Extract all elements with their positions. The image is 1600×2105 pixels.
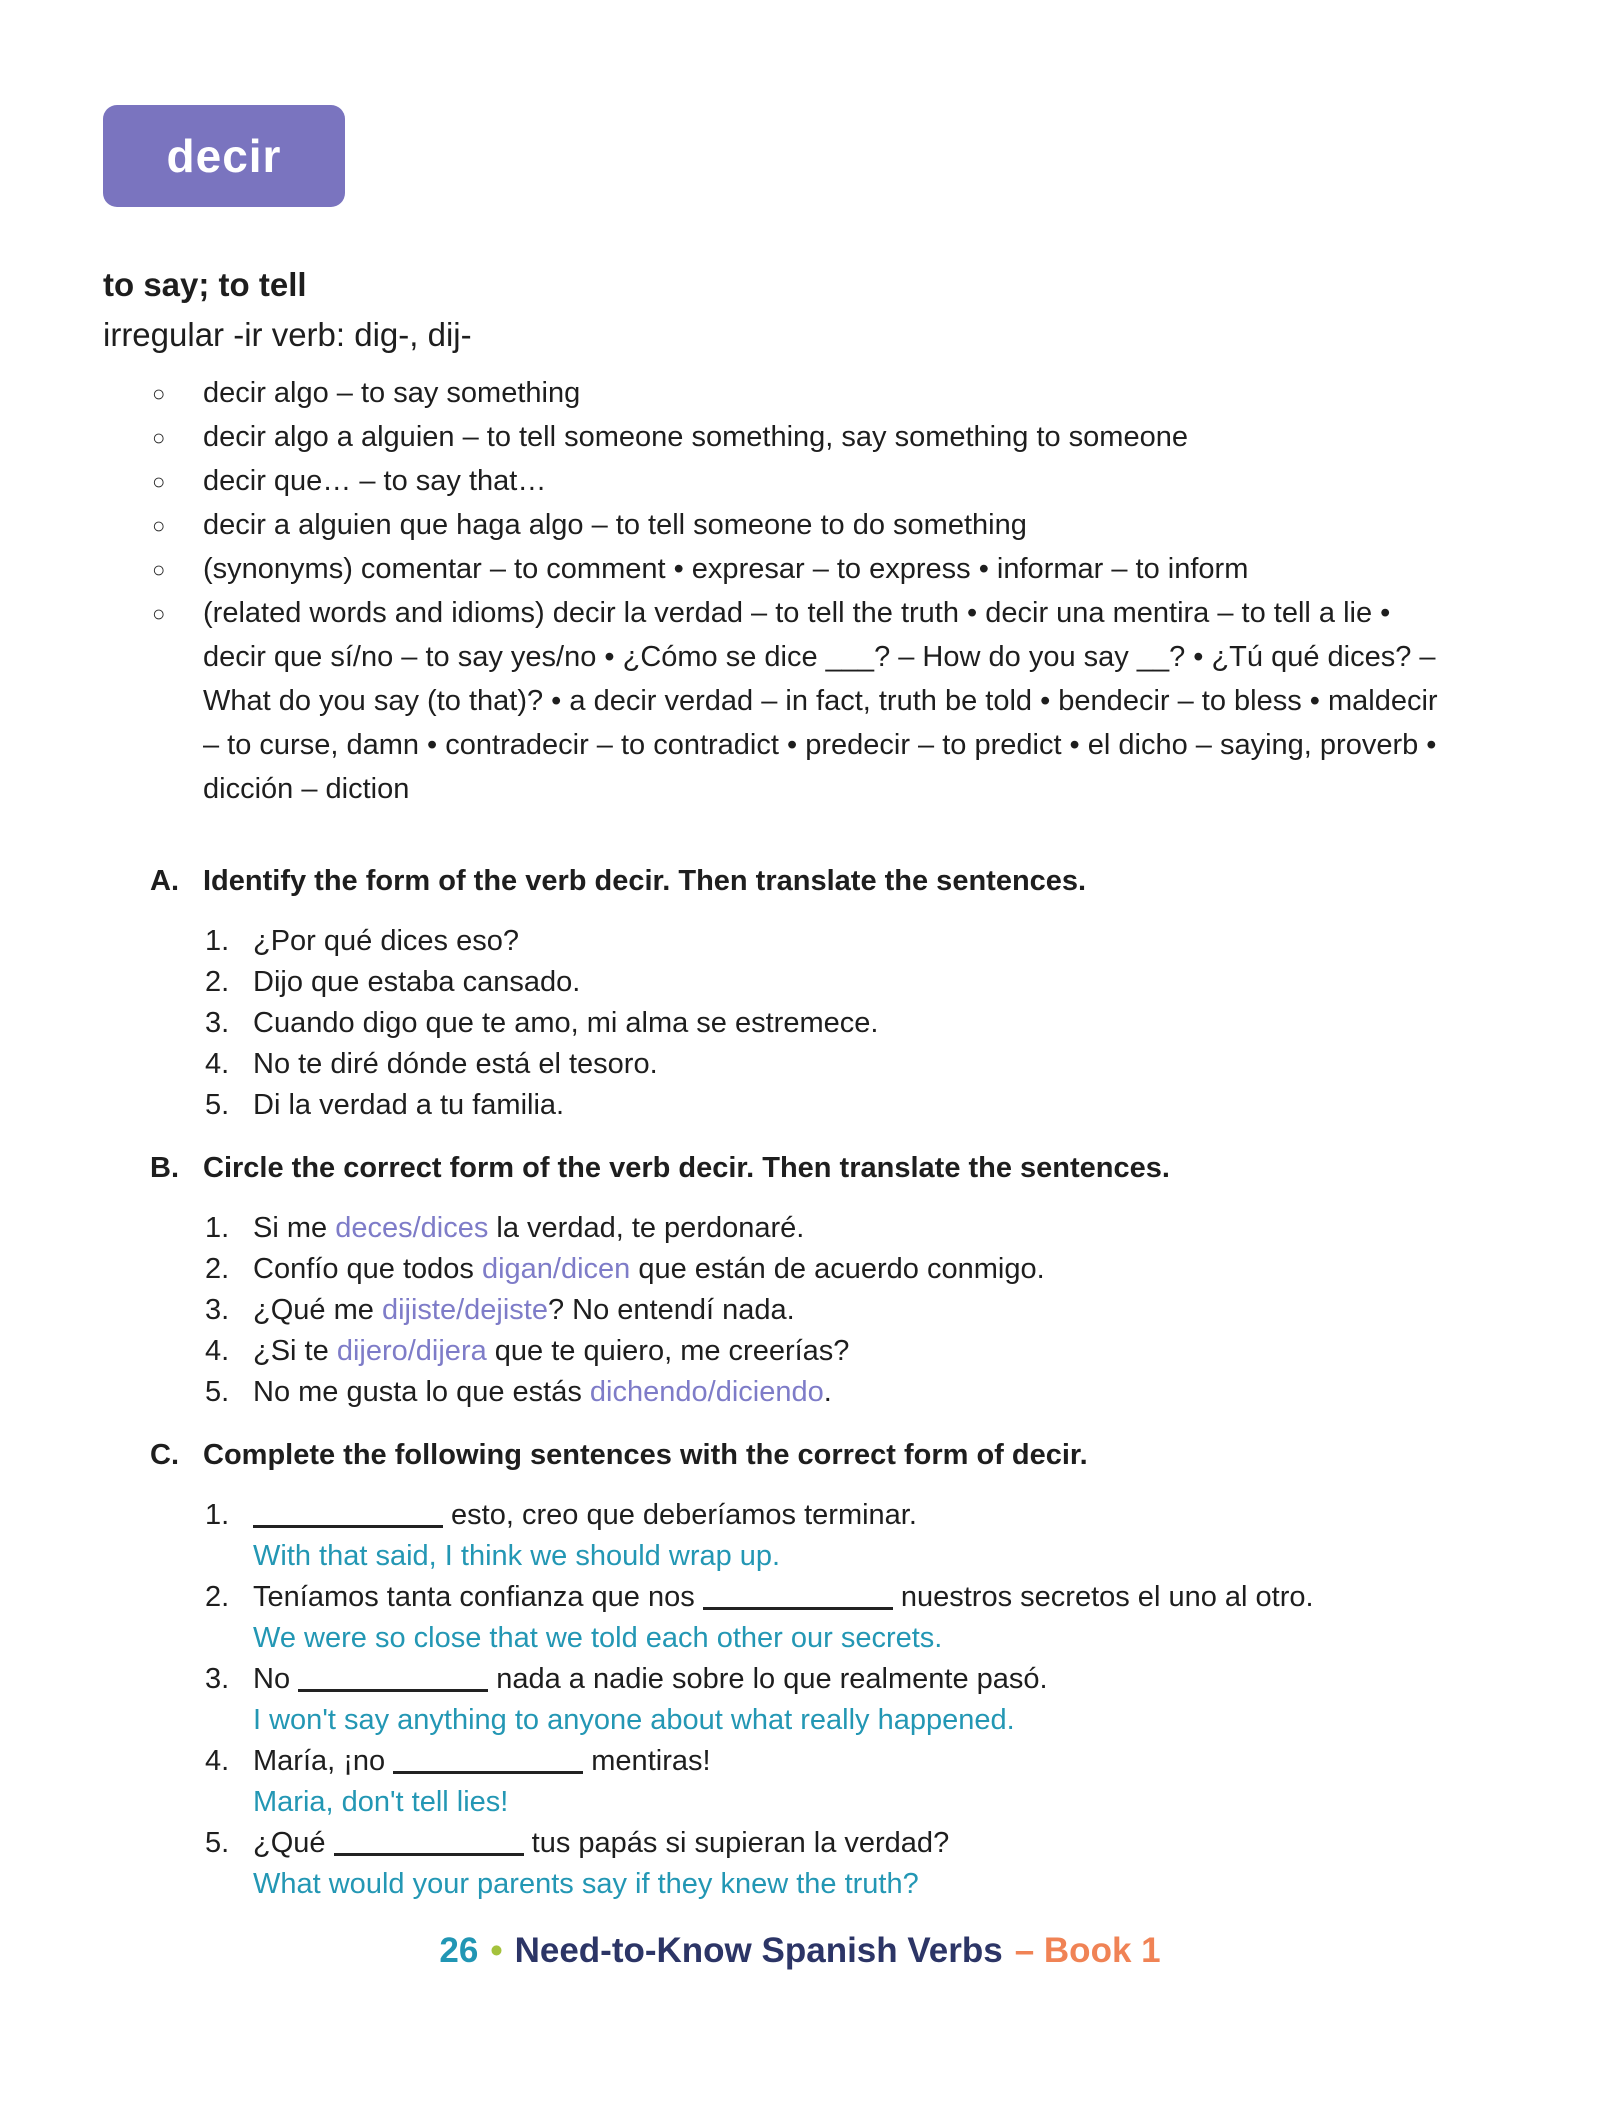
sentence-text: que están de acuerdo conmigo. <box>630 1253 1045 1285</box>
exercise-section-b <box>0 1150 1600 1413</box>
section-items <box>0 1208 1600 1413</box>
verb-choice: dichendo/diciendo <box>589 1376 824 1408</box>
exercise-item <box>205 1331 1600 1372</box>
circle-bullet-icon: ○ <box>152 469 166 494</box>
sentence-text: ¿Si te <box>253 1335 337 1367</box>
exercise-item <box>205 1659 1600 1700</box>
exercise-item <box>205 1495 1600 1536</box>
exercise-item <box>205 1208 1600 1249</box>
translation-text: What would your parents say if they knew the truth? <box>253 1868 919 1900</box>
answer-blank <box>703 1593 893 1610</box>
sentence-text: nada a nadie sobre lo que realmente pasó. <box>488 1663 1048 1695</box>
sentence-text: esto, creo que deberíamos terminar. <box>443 1499 917 1531</box>
exercise-item <box>205 1741 1600 1782</box>
exercise-item <box>205 1003 1600 1044</box>
footer-bullet-icon: • <box>490 1931 503 1970</box>
item-sentence <box>253 1741 711 1782</box>
section-title: Circle the correct form of the verb decir. Then translate the sentences. <box>203 1152 1170 1184</box>
sentence-text: la verdad, te perdonaré. <box>488 1212 805 1244</box>
sentence-text: ¿Por qué dices eso? <box>253 925 519 957</box>
item-sentence <box>253 1208 804 1249</box>
sentence-text: Cuando digo que te amo, mi alma se estremece. <box>253 1007 879 1039</box>
sentence-text: Teníamos tanta confianza que nos <box>253 1581 703 1613</box>
verb-choice: digan/dicen <box>481 1253 631 1285</box>
exercise-section-c <box>0 1437 1600 1905</box>
exercise-item <box>205 962 1600 1003</box>
verb-type: irregular -ir verb: dig-, dij- <box>103 316 472 353</box>
exercise-item <box>205 1372 1600 1413</box>
exercise-item <box>205 1290 1600 1331</box>
usage-item-text: decir algo – to say something <box>203 377 581 409</box>
item-number: 1. <box>205 1499 230 1531</box>
exercise-sections <box>0 863 1600 1905</box>
usage-item <box>0 459 1460 503</box>
exercise-item <box>205 921 1600 962</box>
sentence-text: No te diré dónde está el tesoro. <box>253 1048 658 1080</box>
item-number: 4. <box>205 1745 230 1777</box>
item-number: 4. <box>205 1335 230 1367</box>
circle-bullet-icon: ○ <box>152 557 166 582</box>
usage-item-text: decir que… – to say that… <box>203 465 547 497</box>
page-footer <box>0 1931 1600 1971</box>
circle-bullet-icon: ○ <box>152 601 166 626</box>
item-sentence <box>253 1331 849 1372</box>
item-sentence <box>253 1577 1314 1618</box>
exercise-item <box>205 1044 1600 1085</box>
section-title: Identify the form of the verb decir. Then translate the sentences. <box>203 865 1087 897</box>
verb-choice: dijiste/dejiste <box>381 1294 548 1326</box>
item-sentence <box>253 1003 878 1044</box>
usage-list <box>0 371 1600 811</box>
section-letter: B. <box>150 1152 179 1184</box>
sentence-text: Di la verdad a tu familia. <box>253 1089 565 1121</box>
worksheet-page <box>0 105 1600 2105</box>
item-sentence <box>253 1085 564 1126</box>
answer-blank <box>393 1757 583 1774</box>
usage-item <box>0 591 1460 811</box>
item-number: 3. <box>205 1007 230 1039</box>
exercise-item <box>205 1085 1600 1126</box>
item-number: 5. <box>205 1827 230 1859</box>
exercise-item <box>205 1577 1600 1618</box>
item-sentence <box>253 962 580 1003</box>
sentence-text: tus papás si supieran la verdad? <box>523 1827 950 1859</box>
answer-blank <box>253 1511 443 1528</box>
usage-item <box>0 503 1460 547</box>
exercise-item <box>205 1249 1600 1290</box>
item-number: 2. <box>205 1253 230 1285</box>
verb-choice: dijero/dijera <box>336 1335 487 1367</box>
sentence-text: que te quiero, me creerías? <box>486 1335 850 1367</box>
item-number: 2. <box>205 966 230 998</box>
translation-text: I won't say anything to anyone about what really happened. <box>253 1704 1015 1736</box>
circle-bullet-icon: ○ <box>152 513 166 538</box>
sentence-text: ? No entendí nada. <box>547 1294 795 1326</box>
verb-meaning: to say; to tell <box>103 266 307 303</box>
page-number: 26 <box>439 1931 479 1970</box>
item-number: 1. <box>205 925 230 957</box>
sentence-text: Dijo que estaba cansado. <box>253 966 581 998</box>
translation-text: With that said, I think we should wrap up. <box>253 1540 781 1572</box>
verb-badge-label: decir <box>166 130 282 182</box>
verb-choice: deces/dices <box>335 1212 489 1244</box>
item-number: 3. <box>205 1663 230 1695</box>
footer-book-title: Need-to-Know Spanish Verbs <box>514 1931 1003 1970</box>
sentence-text: No me gusta lo que estás <box>253 1376 590 1408</box>
circle-bullet-icon: ○ <box>152 381 166 406</box>
item-sentence <box>253 1659 1048 1700</box>
usage-item-text: (synonyms) comentar – to comment • expresar – to express • informar – to inform <box>203 553 1249 585</box>
usage-item <box>0 547 1460 591</box>
usage-item-text: decir algo a alguien – to tell someone something, say something to someone <box>203 421 1188 453</box>
translation-text: Maria, don't tell lies! <box>253 1786 509 1818</box>
usage-item <box>0 415 1460 459</box>
item-sentence <box>253 921 519 962</box>
section-heading <box>150 863 1600 899</box>
section-heading <box>150 1150 1600 1186</box>
item-number: 3. <box>205 1294 230 1326</box>
usage-item-text: decir a alguien que haga algo – to tell someone to do something <box>203 509 1027 541</box>
sentence-text: ¿Qué me <box>253 1294 382 1326</box>
item-number: 4. <box>205 1048 230 1080</box>
sentence-text: ¿Qué <box>253 1827 334 1859</box>
translation-text: We were so close that we told each other our secrets. <box>253 1622 943 1654</box>
sentence-text: María, ¡no <box>253 1745 394 1777</box>
item-number: 2. <box>205 1581 230 1613</box>
section-letter: C. <box>150 1439 179 1471</box>
item-sentence <box>253 1495 917 1536</box>
verb-badge <box>103 105 345 207</box>
section-letter: A. <box>150 865 179 897</box>
exercise-section-a <box>0 863 1600 1126</box>
item-sentence <box>253 1249 1045 1290</box>
item-sentence <box>253 1290 795 1331</box>
item-number: 5. <box>205 1376 230 1408</box>
sentence-text: Confío que todos <box>253 1253 482 1285</box>
usage-item <box>0 371 1460 415</box>
item-sentence <box>253 1372 832 1413</box>
usage-item-text: (related words and idioms) decir la verdad – to tell the truth • decir una mentira – to tell a lie • decir que sí/no – to say yes/no • ¿Cómo se dice ___? – How do you say __? • ¿Tú qué dices? – What do you say (to that)? • a decir verdad – in fact, truth be told • bendecir – to bless • maldecir – to curse, damn • contradecir – to contradict • predecir – to predict • el dicho – saying, proverb • dicción – diction <box>203 597 1438 805</box>
section-items <box>0 921 1600 1126</box>
item-number: 5. <box>205 1089 230 1121</box>
section-title: Complete the following sentences with the correct form of decir. <box>203 1439 1088 1471</box>
sentence-text: nuestros secretos el uno al otro. <box>892 1581 1314 1613</box>
answer-blank <box>298 1675 488 1692</box>
sentence-text: No <box>253 1663 299 1695</box>
item-sentence <box>253 1044 658 1085</box>
exercise-item <box>205 1823 1600 1864</box>
sentence-text: . <box>823 1376 832 1408</box>
item-number: 1. <box>205 1212 230 1244</box>
section-heading <box>150 1437 1600 1473</box>
circle-bullet-icon: ○ <box>152 425 166 450</box>
footer-book-number: – Book 1 <box>1014 1931 1161 1970</box>
sentence-text: Si me <box>253 1212 336 1244</box>
section-items <box>0 1495 1600 1905</box>
item-sentence <box>253 1823 949 1864</box>
answer-blank <box>334 1839 524 1856</box>
sentence-text: mentiras! <box>583 1745 711 1777</box>
